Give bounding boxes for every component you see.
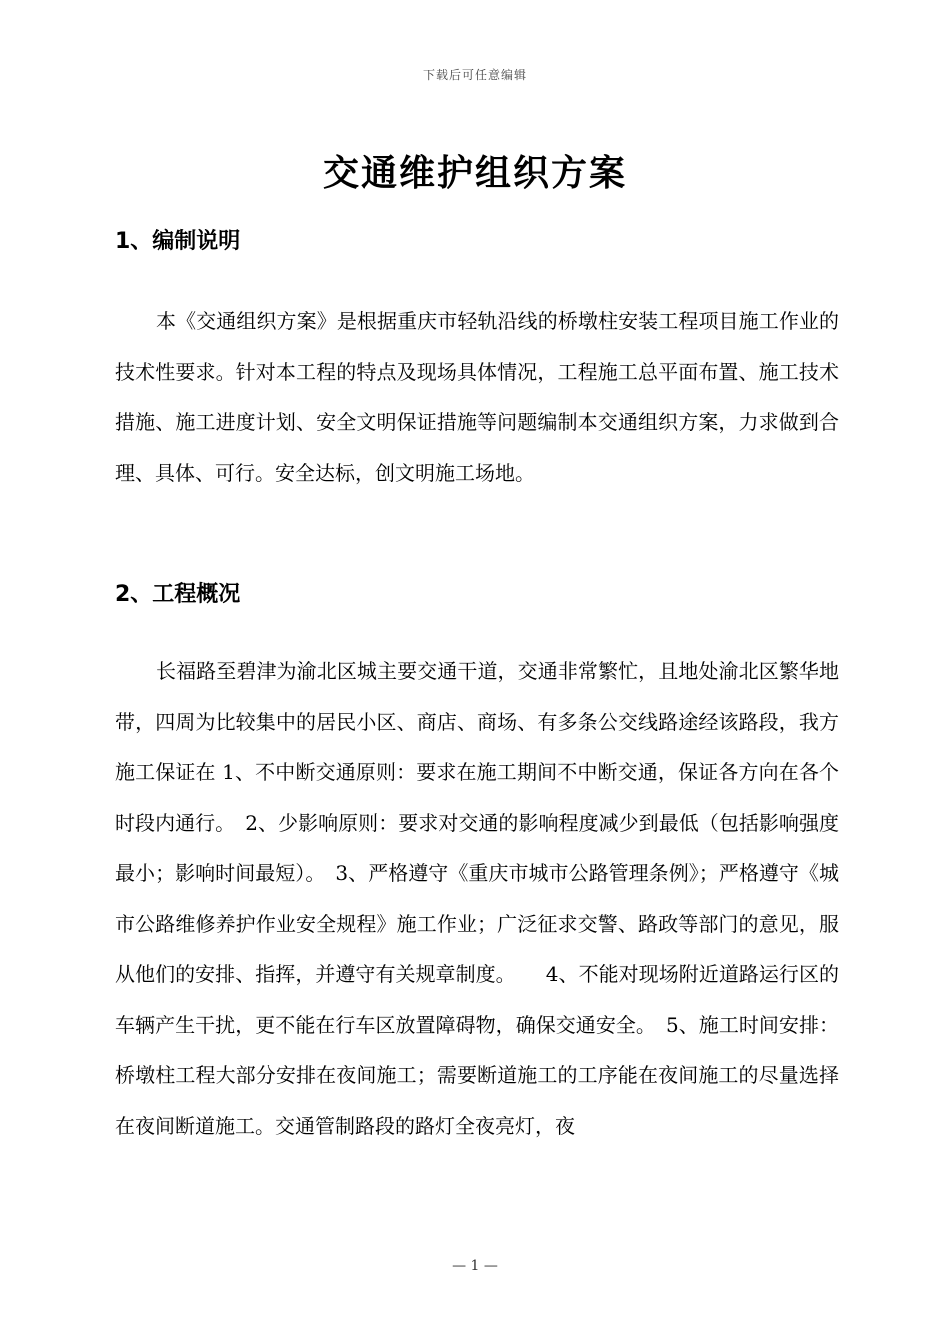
section-body-2: 长福路至碧津为渝北区城主要交通干道，交通非常繁忙，且地处渝北区繁华地带，四周为比较集中的居民小区、商店、商场、有多条公交线路途经该路段，我方施工保证在 1、不中断交通原则：要求在施工期间不中断交通，保证各方向在各个时段内通行。 2、少影响原则：要求对交通的影响程度减少到最低（包括影响强度最小；影响时间最短）。 3、严格遵守《重庆市城市公路管理条例》；严格遵守《城市公路维修养护作业安全规程》施工作业；广泛征求交警、路政等部门的意见，服从他们的安排、指挥，并遵守有关规章制度。 4、不能对现场附近道路运行区的车辆产生干扰，更不能在行车区放置障碍物，确保交通安全。 5、施工时间安排：桥墩柱工程大部分安排在夜间施工；需要断道施工的工序能在夜间施工的尽量选择在夜间断道施工。交通管制路段的路灯全夜亮灯，夜 [115,659,839,1138]
document-title: 交通维护组织方案 [322,153,627,194]
header-note: 下载后可任意编辑 [422,68,527,82]
section-body-1: 本《交通组织方案》是根据重庆市轻轨沿线的桥墩柱安装工程项目施工作业的技术性要求。针对本工程的特点及现场具体情况，工程施工总平面布置、施工技术措施、施工进度计划、安全文明保证措施等问题编制本交通组织方案，力求做到合理、具体、可行。安全达标，创文明施工场地。 [115,309,839,485]
section-heading-2: 2、工程概况 [115,582,241,607]
page-number: — 1 — [452,1258,498,1274]
section-heading-1: 1、编制说明 [115,229,241,254]
